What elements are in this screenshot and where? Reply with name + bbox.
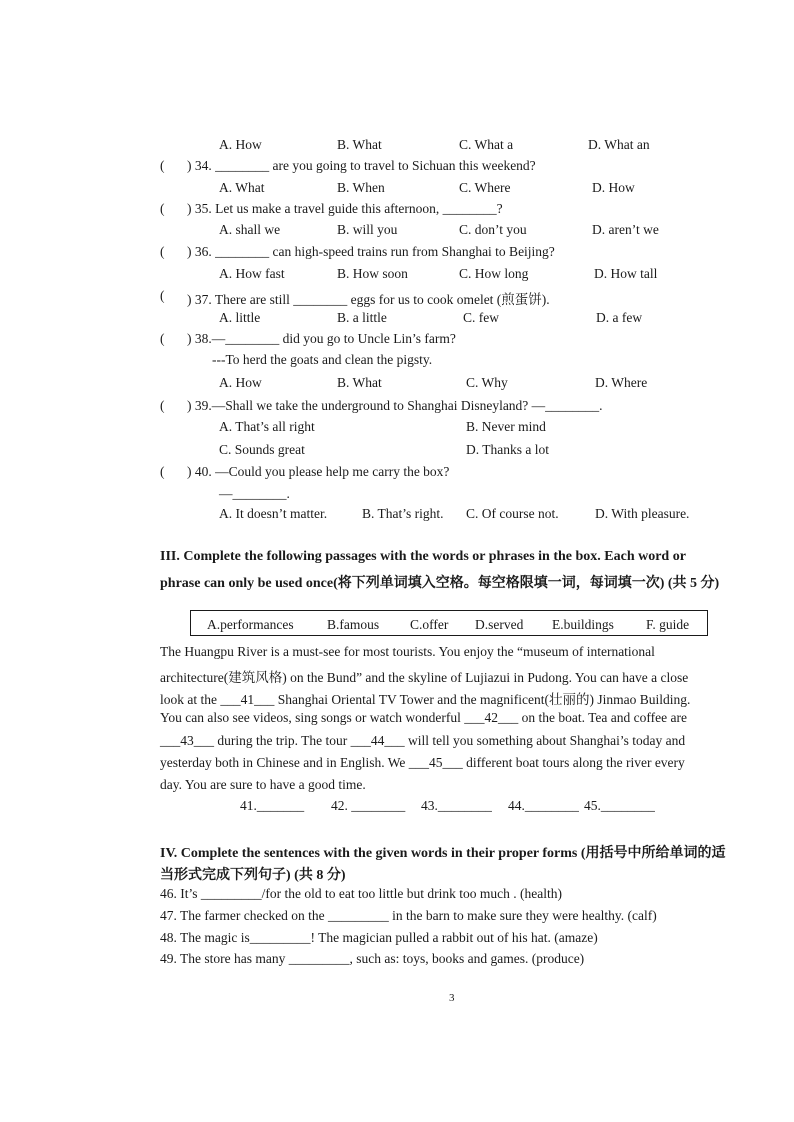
question-text: ) 39.—Shall we take the underground to Shanghai Disneyland? —________. [187, 398, 603, 413]
sentence-48: 48. The magic is_________! The magician pulled a rabbit out of his hat. (amaze) [160, 930, 598, 945]
question-text: ) 38.—________ did you go to Uncle Lin’s farm? [187, 331, 456, 346]
option-a: A. It doesn’t matter. [219, 506, 328, 521]
question-text: ) 35. Let us make a travel guide this afternoon, ________? [187, 201, 503, 216]
option-b: B. will you [337, 222, 398, 237]
option-d: D. Thanks a lot [466, 442, 549, 457]
word-box-item: A.performances [207, 617, 294, 632]
passage-line: architecture(建筑风格) on the Bund” and the skyline of Lujiazui in Pudong. You can have a close [160, 670, 689, 685]
option-a: A. What [219, 180, 265, 195]
sentence-49: 49. The store has many _________, such as: toys, books and games. (produce) [160, 951, 585, 966]
option-c: C. Where [459, 180, 511, 195]
option-a: A. How [219, 375, 262, 390]
option-d: D. aren’t we [592, 222, 659, 237]
passage-line: You can also see videos, sing songs or watch wonderful ___42___ on the boat. Tea and coffee are [160, 710, 687, 725]
passage-line: The Huangpu River is a must-see for most tourists. You enjoy the “museum of international [160, 644, 655, 659]
section-4-heading-line2: 当形式完成下列句子) (共 8 分) [160, 868, 346, 883]
passage-line: look at the ___41___ Shanghai Oriental TV Tower and the magnificent(壮丽的) Jinmao Building. [160, 692, 691, 707]
option-d: D. How [592, 180, 635, 195]
sentence-46: 46. It’s _________/for the old to eat too little but drink too much . (health) [160, 886, 562, 901]
option-a: A. How [219, 137, 262, 152]
option-c: C. How long [459, 266, 529, 281]
word-box-item: C.offer [410, 617, 449, 632]
option-b: B. That’s right. [362, 506, 444, 521]
option-c: C. What a [459, 137, 514, 152]
option-b: B. How soon [337, 266, 408, 281]
option-d: D. What an [588, 137, 650, 152]
word-box-item: F. guide [646, 617, 690, 632]
option-b: B. Never mind [466, 419, 546, 434]
option-b: B. What [337, 375, 382, 390]
word-box-item: E.buildings [552, 617, 614, 632]
passage-line: yesterday both in Chinese and in English. We ___45___ different boat tours along the river every [160, 755, 685, 770]
question-text: ) 34. ________ are you going to travel to Sichuan this weekend? [187, 158, 536, 173]
option-c: C. don’t you [459, 222, 527, 237]
question-text: ) 40. —Could you please help me carry the box? [187, 464, 450, 479]
passage-line: day. You are sure to have a good time. [160, 777, 366, 792]
option-d: D. Where [595, 375, 648, 390]
question-text: ) 37. There are still ________ eggs for us to cook omelet (煎蛋饼). [187, 292, 550, 307]
question-response: ---To herd the goats and clean the pigsty. [212, 352, 433, 367]
option-c: C. Why [466, 375, 508, 390]
page-number: 3 [449, 992, 455, 1004]
passage-line: ___43___ during the trip. The tour ___44___ will tell you something about Shanghai’s today and [160, 733, 686, 748]
option-d: D. With pleasure. [595, 506, 690, 521]
answer-blank-42[interactable]: 42. ________ [331, 798, 406, 813]
question-text: ) 36. ________ can high-speed trains run from Shanghai to Beijing? [187, 244, 555, 259]
option-a: A. shall we [219, 222, 281, 237]
question-response: —________. [219, 486, 290, 501]
answer-paren: ( [160, 201, 165, 216]
answer-blank-43[interactable]: 43.________ [421, 798, 492, 813]
section-4-heading-line1: IV. Complete the sentences with the given words in their proper forms (用括号中所给单词的适 [160, 846, 726, 861]
option-b: B. When [337, 180, 385, 195]
word-box [190, 610, 708, 636]
sentence-47: 47. The farmer checked on the _________ in the barn to make sure they were healthy. (calf) [160, 908, 657, 923]
answer-blank-44[interactable]: 44.________ [508, 798, 579, 813]
option-b: B. What [337, 137, 382, 152]
answer-paren: ( [160, 398, 165, 413]
section-3-heading-line1: III. Complete the following passages with the words or phrases in the box. Each word or [160, 549, 686, 564]
option-a: A. little [219, 310, 261, 325]
answer-paren: ( [160, 244, 165, 259]
answer-blank-41[interactable]: 41._______ [240, 798, 305, 813]
option-c: C. Of course not. [466, 506, 559, 521]
answer-paren: ( [160, 158, 165, 173]
option-a: A. That’s all right [219, 419, 315, 434]
option-d: D. How tall [594, 266, 658, 281]
answer-paren: ( [160, 331, 165, 346]
option-b: B. a little [337, 310, 387, 325]
option-c: C. Sounds great [219, 442, 305, 457]
answer-blank-45[interactable]: 45.________ [584, 798, 655, 813]
option-c: C. few [463, 310, 499, 325]
answer-paren: ( [160, 288, 165, 303]
option-d: D. a few [596, 310, 643, 325]
section-3-heading-line2: phrase can only be used once(将下列单词填入空格。每空格限填一词，每词填一次) (共 5 分) [160, 576, 720, 591]
word-box-item: B.famous [327, 617, 380, 632]
word-box-item: D.served [475, 617, 524, 632]
answer-paren: ( [160, 464, 165, 479]
option-a: A. How fast [219, 266, 285, 281]
